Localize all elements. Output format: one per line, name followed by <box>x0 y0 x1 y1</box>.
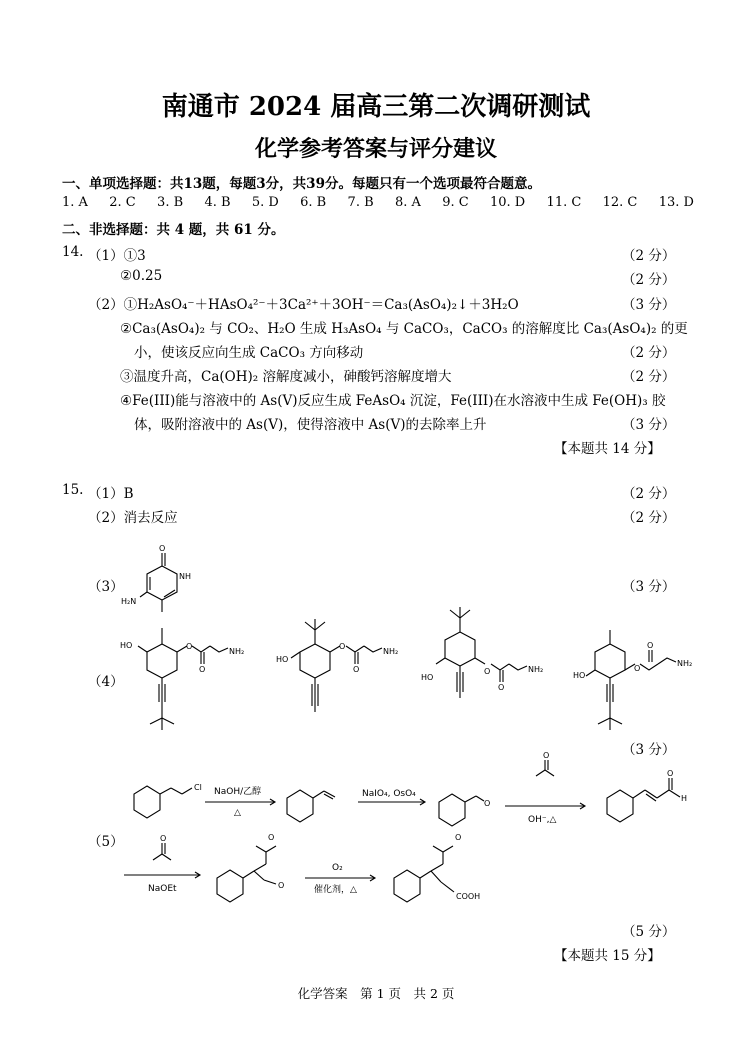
points: （3 分） <box>622 297 676 313</box>
label-o: O <box>484 799 491 808</box>
points: （3 分） <box>622 417 676 433</box>
mcq-answer: 2. C <box>109 195 136 210</box>
label-o: O <box>543 751 550 760</box>
q14-part2a: （2）①H₂AsO₄⁻＋HAsO₄²⁻＋3Ca²⁺＋3OH⁻＝Ca₃(AsO₄)₂↓＋3H₂O <box>88 297 519 313</box>
label-o: O <box>186 642 193 651</box>
mcq-answer: 4. B <box>204 195 231 210</box>
label-o: O <box>159 544 166 553</box>
page-title: 南通市 2024 届高三第二次调研测试 <box>161 92 591 122</box>
equation: H₂AsO₄⁻＋HAsO₄²⁻＋3Ca²⁺＋3OH⁻＝Ca₃(AsO₄)₂↓＋3H₂O <box>137 297 519 313</box>
condition: NaIO₄, OsO₄ <box>362 789 416 799</box>
mcq-answer: 7. B <box>347 195 374 210</box>
mcq-answer: 5. D <box>251 195 279 210</box>
page-subtitle: 化学参考答案与评分建议 <box>254 136 497 162</box>
label-cl: Cl <box>194 783 202 792</box>
q14-total: 【本题共 14 分】 <box>554 441 661 457</box>
q15-part5: （5） <box>88 834 124 850</box>
mcq-answer: 3. B <box>157 195 184 210</box>
points: （2 分） <box>622 510 676 526</box>
points: （2 分） <box>622 486 676 502</box>
label-o: O <box>647 641 654 650</box>
condition: 催化剂，△ <box>314 885 357 895</box>
label-nh2: NH₂ <box>528 665 544 674</box>
label-o: O <box>634 664 641 673</box>
mcq-answer: 8. A <box>394 195 421 210</box>
label-ho: HO <box>276 655 289 664</box>
q14-part2b-line1: ②Ca₃(AsO₄)₂ 与 CO₂、H₂O 生成 H₃AsO₄ 与 CaCO₃，CaCO₃ 的溶解度比 Ca₃(AsO₄)₂ 的更 <box>120 321 688 337</box>
q14-part2d-line1: ④Fe(III)能与溶液中的 As(V)反应生成 FeAsO₄ 沉淀，Fe(III)在水溶液中生成 Fe(OH)₃ 胶 <box>120 393 666 409</box>
q14-part1: （1）①3 <box>88 248 146 264</box>
mcq-answer: 13. D <box>658 195 694 210</box>
q15-part2: （2）消去反应 <box>88 510 178 526</box>
q15-part4: （4） <box>88 674 124 690</box>
q14-part2b-line2: 小，使该反应向生成 CaCO₃ 方向移动 <box>134 345 364 361</box>
label-nh2: NH₂ <box>229 647 245 656</box>
points: （3 分） <box>622 579 676 595</box>
label-ho: HO <box>120 641 133 650</box>
condition: △ <box>234 808 241 818</box>
mcq-answer: 9. C <box>442 195 469 210</box>
mcq-answer: 11. C <box>546 195 582 210</box>
label-o: O <box>160 834 167 843</box>
page-footer: 化学答案 第 1 页 共 2 页 <box>297 986 455 1001</box>
label-o: O <box>498 683 505 692</box>
condition: NaOH/乙醇 <box>214 787 262 797</box>
points: （2 分） <box>622 369 676 385</box>
label-o: O <box>455 833 462 842</box>
label-h2n: H₂N <box>121 597 137 606</box>
label-o: O <box>339 642 346 651</box>
label-h: H <box>681 794 688 803</box>
points: （5 分） <box>622 924 676 940</box>
label-nh2: NH₂ <box>383 647 399 656</box>
condition: O₂ <box>332 863 343 873</box>
q14-number: 14. <box>62 244 84 260</box>
section-2-heading: 二、非选择题：共 4 题，共 61 分。 <box>62 222 285 238</box>
label-ho: HO <box>421 673 434 682</box>
q15-part3: （3） <box>88 579 124 595</box>
q14-part2c: ③温度升高，Ca(OH)₂ 溶解度减小，砷酸钙溶解度增大 <box>120 369 452 385</box>
label-o: O <box>353 665 360 674</box>
mcq-answer: 10. D <box>490 195 526 210</box>
section-1-heading: 一、单项选择题：共13题，每题3分，共39分。每题只有一个选项最符合题意。 <box>62 176 541 192</box>
q15-number: 15. <box>62 482 84 498</box>
label-cooh: COOH <box>456 892 481 901</box>
mcq-answer: 6. B <box>300 195 327 210</box>
condition: OH⁻,△ <box>528 815 557 825</box>
label-o: O <box>667 769 674 778</box>
label-o: O <box>278 881 285 890</box>
points: （2 分） <box>622 272 676 288</box>
points: （2 分） <box>622 248 676 264</box>
points: （2 分） <box>622 345 676 361</box>
points: （3 分） <box>622 742 676 758</box>
condition: NaOEt <box>148 884 177 894</box>
q15-part1: （1）B <box>88 486 134 502</box>
label-nh2: NH₂ <box>677 659 693 668</box>
label-o: O <box>484 667 491 676</box>
label-ho: HO <box>573 671 586 680</box>
label-o: O <box>268 833 275 842</box>
q15-total: 【本题共 15 分】 <box>554 948 661 964</box>
q14-part1b: ②0.25 <box>120 268 163 284</box>
label-o: O <box>199 665 206 674</box>
label-nh: NH <box>179 572 191 581</box>
mcq-answer: 12. C <box>602 195 638 210</box>
q14-part2d-line2: 体，吸附溶液中的 As(V)，使得溶液中 As(V)的去除率上升 <box>134 417 487 433</box>
mcq-answer: 1. A <box>62 195 88 210</box>
